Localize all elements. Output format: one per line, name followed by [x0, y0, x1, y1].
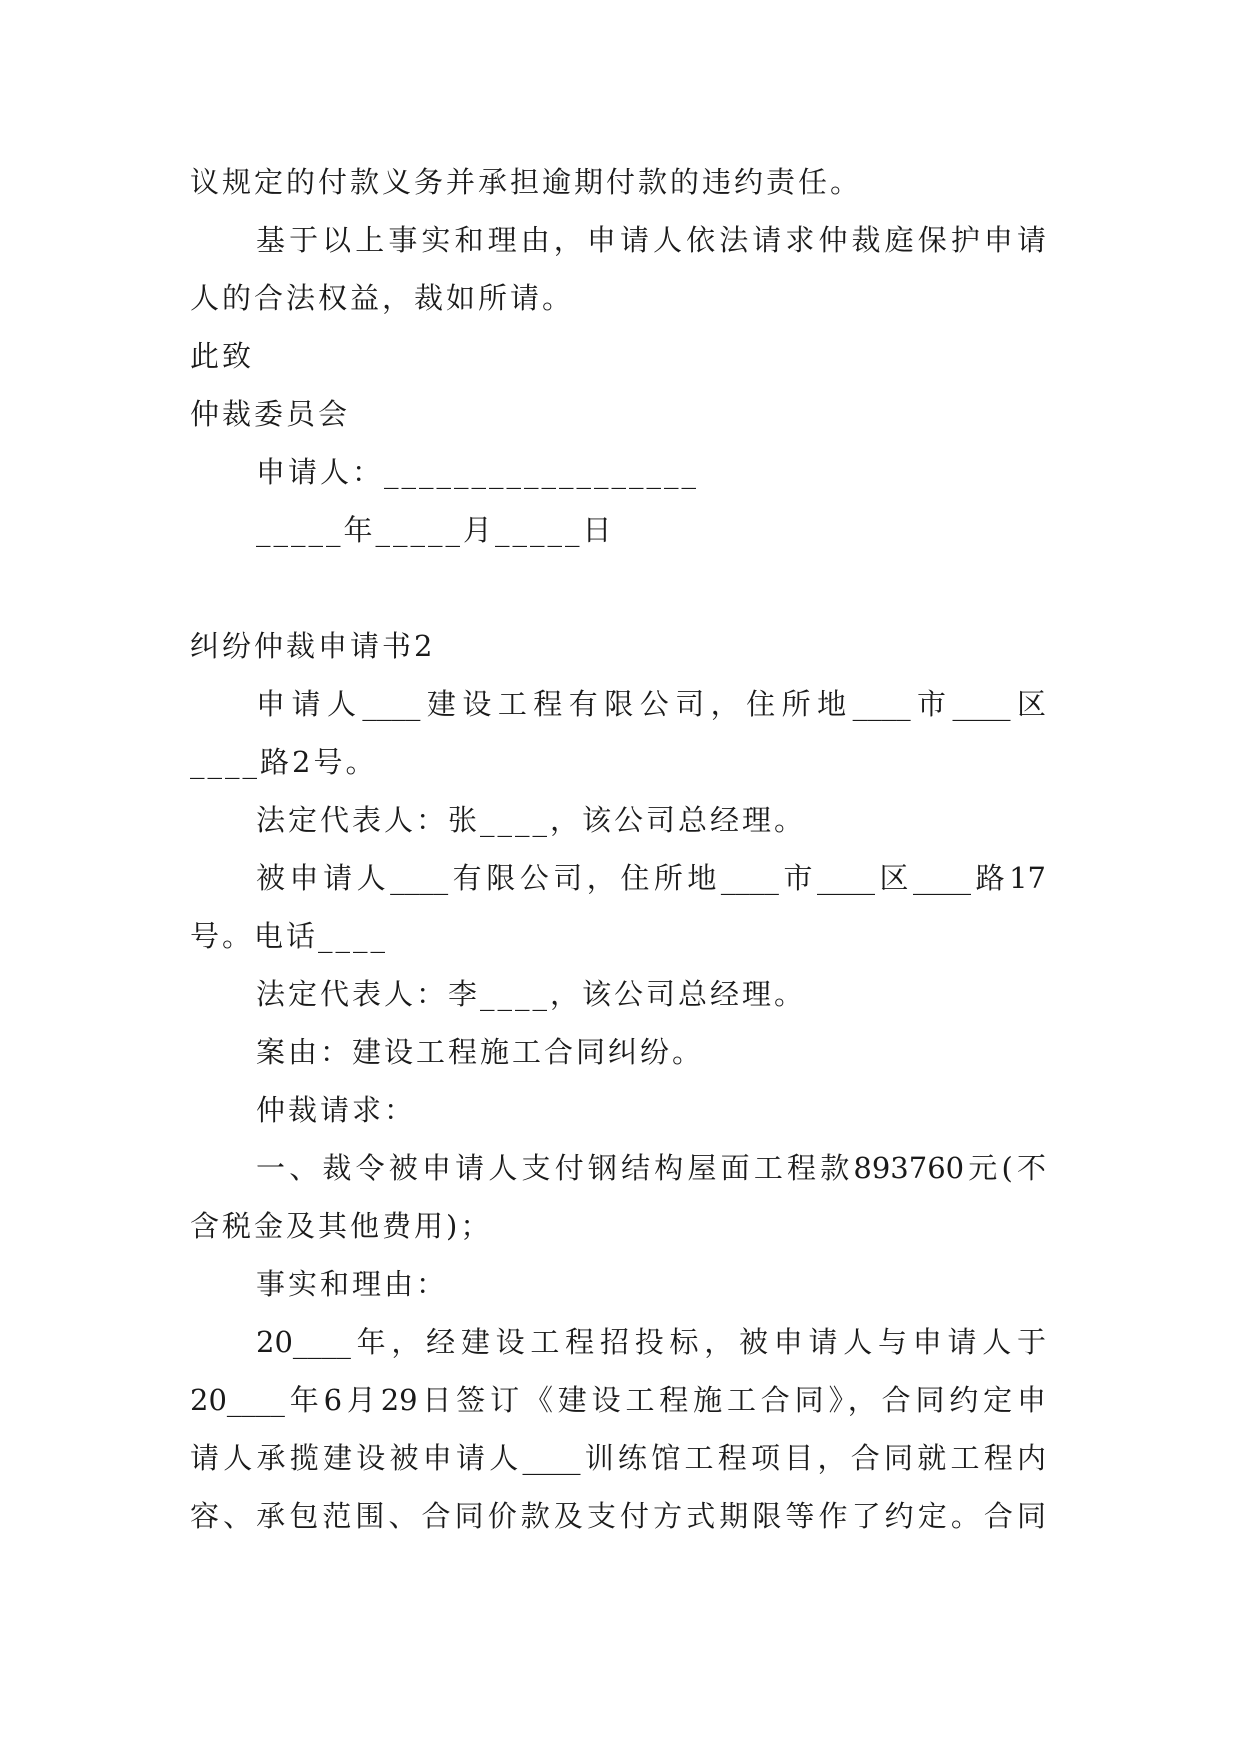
text-line: 被申请人____有限公司，住所地____市____区____路17	[256, 861, 1046, 895]
text-line: 议规定的付款义务并承担逾期付款的违约责任。	[190, 165, 863, 199]
text-line: 号。电话____	[190, 919, 389, 953]
text-line: 人的合法权益，裁如所请。	[190, 281, 575, 315]
text-line: 容、承包范围、合同价款及支付方式期限等作了约定。合同	[190, 1499, 1046, 1533]
text-line: 案由：建设工程施工合同纠纷。	[256, 1035, 705, 1069]
text-line: 含税金及其他费用)；	[190, 1209, 493, 1243]
text-line: 基于以上事实和理由，申请人依法请求仲裁庭保护申请	[256, 223, 1046, 257]
text-line: 申请人____建设工程有限公司，住所地____市____区	[256, 687, 1046, 721]
salutation: 此致	[190, 339, 255, 373]
text-line: 20____年6月29日签订《建设工程施工合同》，合同约定申	[190, 1383, 1046, 1417]
text-line: 仲裁请求：	[256, 1093, 417, 1127]
date-line: _____年_____月_____日	[256, 513, 615, 547]
text-line: 法定代表人：李____，该公司总经理。	[256, 977, 807, 1011]
text-line: 事实和理由：	[256, 1267, 449, 1301]
text-line: 请人承揽建设被申请人____训练馆工程项目，合同就工程内	[190, 1441, 1046, 1475]
text-line: 一、裁令被申请人支付钢结构屋面工程款893760元(不	[256, 1151, 1046, 1185]
text-line: 法定代表人：张____，该公司总经理。	[256, 803, 807, 837]
applicant-signature-line: 申请人：__________________	[256, 455, 700, 489]
text-line: ____路2号。	[190, 745, 378, 779]
section-title: 纠纷仲裁申请书2	[190, 629, 436, 663]
text-line: 20____年，经建设工程招投标，被申请人与申请人于	[256, 1325, 1046, 1359]
addressee: 仲裁委员会	[190, 397, 351, 431]
